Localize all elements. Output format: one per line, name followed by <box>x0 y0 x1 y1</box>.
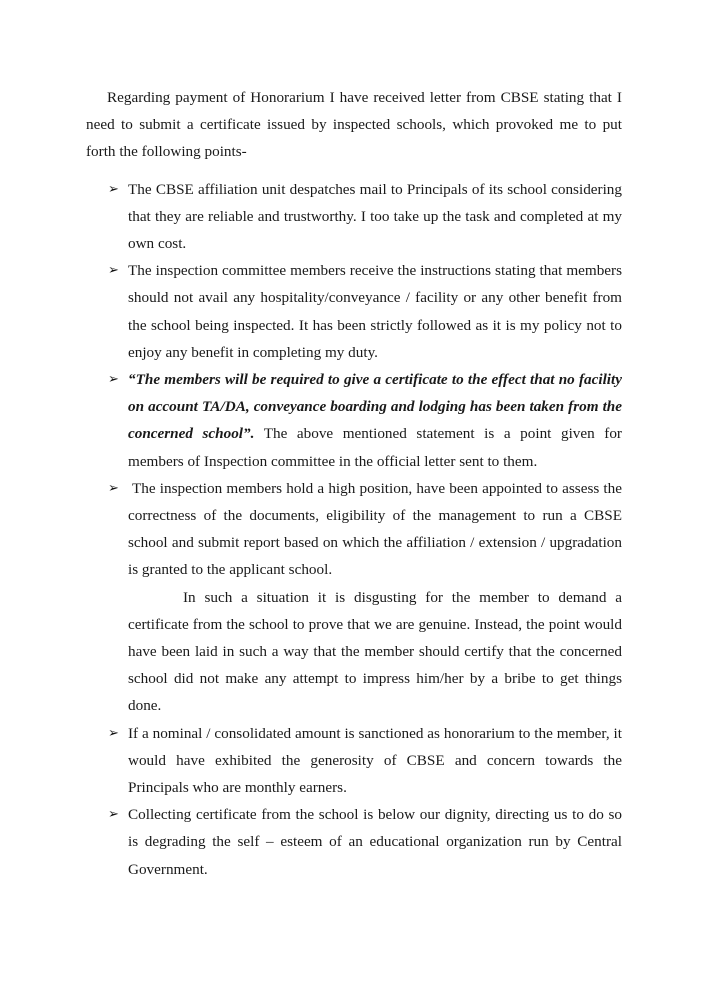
point-text: The inspection committee members receive the instructions stating that members should not avail any hospitality/conveyance / facility or any other benefit from the school being inspected. It has been strictly followed as it is my policy not to enjoy any benefit in completing my duty. <box>128 262 622 361</box>
letter-page <box>86 84 622 883</box>
points-list <box>86 176 622 584</box>
list-item <box>86 257 622 366</box>
list-item <box>86 176 622 258</box>
arrow-bullet-icon: ➢ <box>108 181 119 197</box>
list-item <box>86 801 622 883</box>
continuation-paragraph: In such a situation it is disgusting for the member to demand a certificate from the school to prove that we are genuine. Instead, the point would have been laid in such a way that the member should certify that the concerned school did not make any attempt to impress him/her by a bribe to get things done. <box>128 588 622 715</box>
point-text: Collecting certificate from the school is below our dignity, directing us to do so is degrading the self – esteem of an educational organization run by Central Government. <box>128 806 622 878</box>
arrow-bullet-icon: ➢ <box>108 807 119 823</box>
arrow-bullet-icon: ➢ <box>108 372 119 388</box>
intro-paragraph: Regarding payment of Honorarium I have received letter from CBSE stating that I need to submit a certificate issued by inspected schools, which provoked me to put forth the following points- <box>86 89 622 161</box>
list-item <box>86 720 622 802</box>
list-item <box>86 366 622 475</box>
arrow-bullet-icon: ➢ <box>108 263 119 279</box>
quoted-instruction: “The members will be required to give a certificate to the effect that no facility on account TA/DA, conveyance boarding and lodging has been taken from the concerned school”. <box>128 371 622 443</box>
point-text: The above mentioned statement is a point given for members of Inspection committee in the official letter sent to them. <box>128 425 622 470</box>
arrow-bullet-icon: ➢ <box>108 480 119 496</box>
point-text: The inspection members hold a high position, have been appointed to assess the correctness of the documents, eligibility of the management to run a CBSE school and submit report based on which the affiliation / extension / upgradation is granted to the applicant school. <box>128 479 622 579</box>
point-text: The CBSE affiliation unit despatches mail to Principals of its school considering that they are reliable and trustworthy. I too take up the task and completed at my own cost. <box>128 180 622 253</box>
arrow-bullet-icon: ➢ <box>108 725 119 741</box>
points-list-continued <box>86 720 622 883</box>
point-text: If a nominal / consolidated amount is sanctioned as honorarium to the member, it would have exhibited the generosity of CBSE and concern towards the Principals who are monthly earners. <box>128 724 622 797</box>
list-item <box>86 475 622 584</box>
